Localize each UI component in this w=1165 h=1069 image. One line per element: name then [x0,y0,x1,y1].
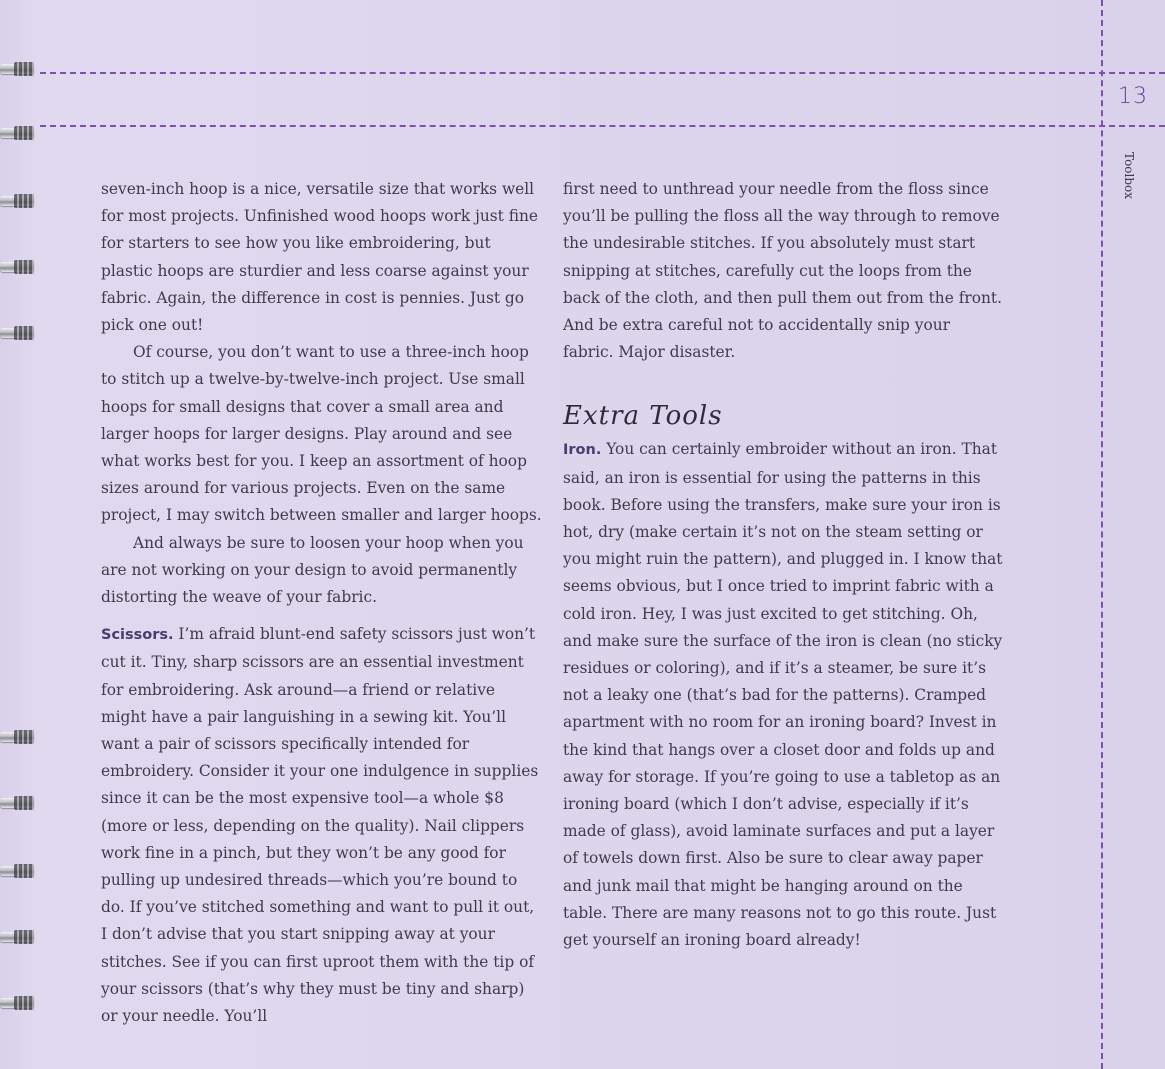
paragraph: And always be sure to loosen your hoop when you are not working on your design to avoid permanently distorting the weave of your fabric. [101,533,524,607]
margin-guide-line [1101,0,1103,1069]
header-guide-line-top [40,72,1165,74]
spiral-binding-ring [0,726,38,748]
left-text-column [101,176,543,1030]
scissors-run-in-heading: Scissors. [101,627,174,644]
header-guide-line-bottom [40,125,1165,127]
paragraph: Of course, you don’t want to use a three-inch hoop to stitch up a twelve-by-twelve-inch project. Use small hoops for small designs that cover a small area and larger hoops for larger designs. Play around and see what works best for you. I keep an assortment of hoop sizes around for various projects. Even on the same project, I may switch between smaller and larger hoops. [101,343,542,525]
scissors-paragraph [101,621,543,1030]
spiral-binding-ring [0,58,38,80]
spiral-binding-ring [0,322,38,344]
spiral-binding-ring [0,860,38,882]
page-number: 13 [1118,84,1148,109]
spiral-binding-ring [0,926,38,948]
iron-body-text: You can certainly embroider without an iron. That said, an iron is essential for using the patterns in this book. Before using the transfers, make sure your iron is hot, dry (make certain it’s not on the steam setting or you might ruin the pattern), and plugged in. I know that seems obvious, but I once tried to imprint fabric with a cold iron. Hey, I was just excited to get stitching. Oh, and make sure the surface of the iron is clean (no sticky residues or coloring), and if it’s a steamer, be sure it’s not a leaky one (that’s bad for the patterns). Cramped apartment with no room for an ironing board? Invest in the kind that hangs over a closet door and folds up and away for storage. If you’re going to use a tabletop as an ironing board (which I don’t advise, especially if it’s made of glass), avoid laminate surfaces and put a layer of towels down first. Also be sure to clear away paper and junk mail that might be hanging around on the table. There are many reasons not to go this route. Just get yourself an ironing board already! [563,440,1003,950]
paragraph: first need to unthread your needle from the floss since you’ll be pulling the floss all the way through to remove the undesirable stitches. If you absolutely must start snipping at stitches, carefully cut the loops from the back of the cloth, and then pull them out from the front. And be extra careful not to accidentally snip your fabric. Major disaster. [563,180,1003,362]
scissors-body-text: I’m afraid blunt-end safety scissors just won’t cut it. Tiny, sharp scissors are an essential investment for embroidering. Ask around—a friend or relative might have a pair languishing in a sewing kit. You’ll want a pair of scissors specifically intended for embroidery. Consider it your one indulgence in supplies since it can be the most expensive tool—a whole $8 (more or less, depending on the quality). Nail clippers work fine in a pinch, but they won’t be any good for pulling up undesired threads—which you’re bound to do. If you’ve stitched something and want to pull it out, I don’t advise that you start snipping away at your stitches. See if you can first uproot them with the tip of your scissors (that’s why they must be tiny and sharp) or your needle. You’ll [101,625,539,1026]
iron-paragraph [563,436,1005,954]
right-text-column [563,176,1005,954]
iron-run-in-heading: Iron. [563,442,602,459]
spiral-binding-ring [0,792,38,814]
spiral-binding-ring [0,256,38,278]
paragraph: seven-inch hoop is a nice, versatile size that works well for most projects. Unfinished wood hoops work just fine for starters to see how you like embroidering, but plastic hoops are sturdier and less coarse against your fabric. Again, the difference in cost is pennies. Just go pick one out! [101,180,539,335]
section-subheading: Extra Tools [563,401,723,432]
spiral-binding-ring [0,122,38,144]
spiral-binding-ring [0,190,38,212]
spiral-binding-ring [0,992,38,1014]
section-tab-label: Toolbox [1122,152,1136,200]
